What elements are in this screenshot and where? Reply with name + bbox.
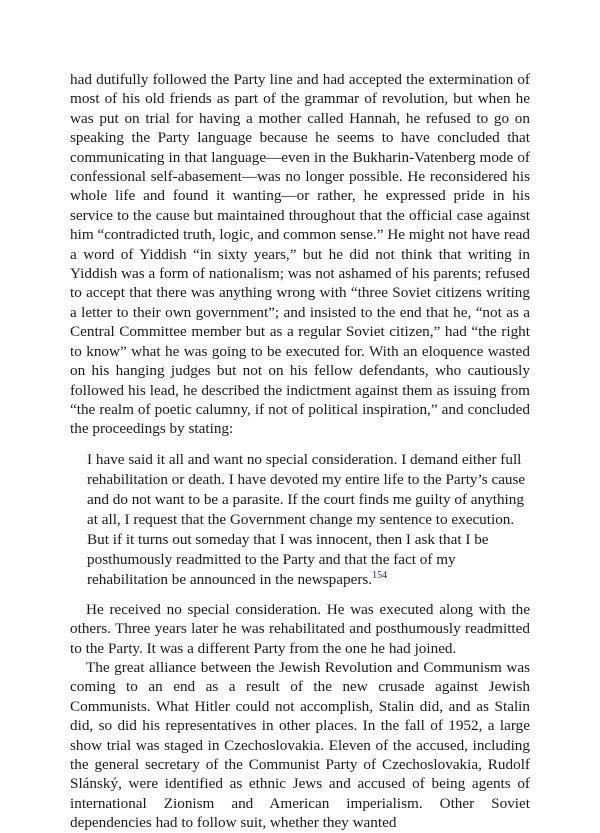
block-quote — [87, 450, 530, 590]
page-body — [70, 70, 530, 833]
paragraph: He received no special consideration. He was executed along with the others. Three years later he was rehabilitated and posthumously readmitted to the Party. It was a different Party from the one he had joined. — [70, 600, 530, 657]
quote-text: I have said it all and want no special consideration. I demand either full rehabilitation or death. I have devoted my entire life to the Party’s cause and do not want to be a parasite. If the court finds me guilty of anything at all, I request that the Government change my sentence to execution. But if it turns out someday that I was innocent, then I ask that I be posthumously readmitted to the Party and that the fact of my rehabilitation be announced in the newspapers. — [87, 450, 526, 588]
paragraph: The great alliance between the Jewish Revolution and Communism was coming to an end as a result of the new crusade against Jewish Communists. What Hitler could not accomplish, Stalin did, and as Stalin did, so did his representatives in other places. In the fall of 1952, a large show trial was staged in Czechoslovakia. Eleven of the accused, including the general secretary of the Communist Party of Czechoslovakia, Rudolf Slánský, were identified as ethnic Jews and accused of being agents of international Zionism and American imperialism. Other Soviet dependencies had to follow suit, whether they wanted — [70, 658, 530, 832]
footnote-reference[interactable]: 154 — [372, 569, 388, 581]
paragraph-continued: had dutifully followed the Party line and had accepted the extermination of most of his old friends as part of the grammar of revolution, but when he was put on trial for having a mother called Hannah, he refused to go on speaking the Party language because he seems to have concluded that communicating in that language—even in the Bukharin-Vatenberg mode of confessional self-abasement—was no longer possible. He reconsidered his whole life and found it wanting—or rather, he expressed pride in his service to the cause but maintained throughout that the official case against him “contradicted truth, logic, and common sense.” He might not have read a word of Yiddish “in sixty years,” but he did not think that writing in Yiddish was a form of nationalism; was not ashamed of his parents; refused to accept that there was anything wrong with “three Soviet citizens writing a letter to their own government”; and insisted to the end that he, “not as a Central Committee member but as a regular Soviet citizen,” had “the right to know” what he was going to be executed for. With an eloquence wasted on his hanging judges but not on his fellow defendants, who cautiously followed his lead, he described the indictment against them as issuing from “the realm of poetic calumny, if not of political inspiration,” and concluded the proceedings by stating: — [70, 71, 530, 438]
